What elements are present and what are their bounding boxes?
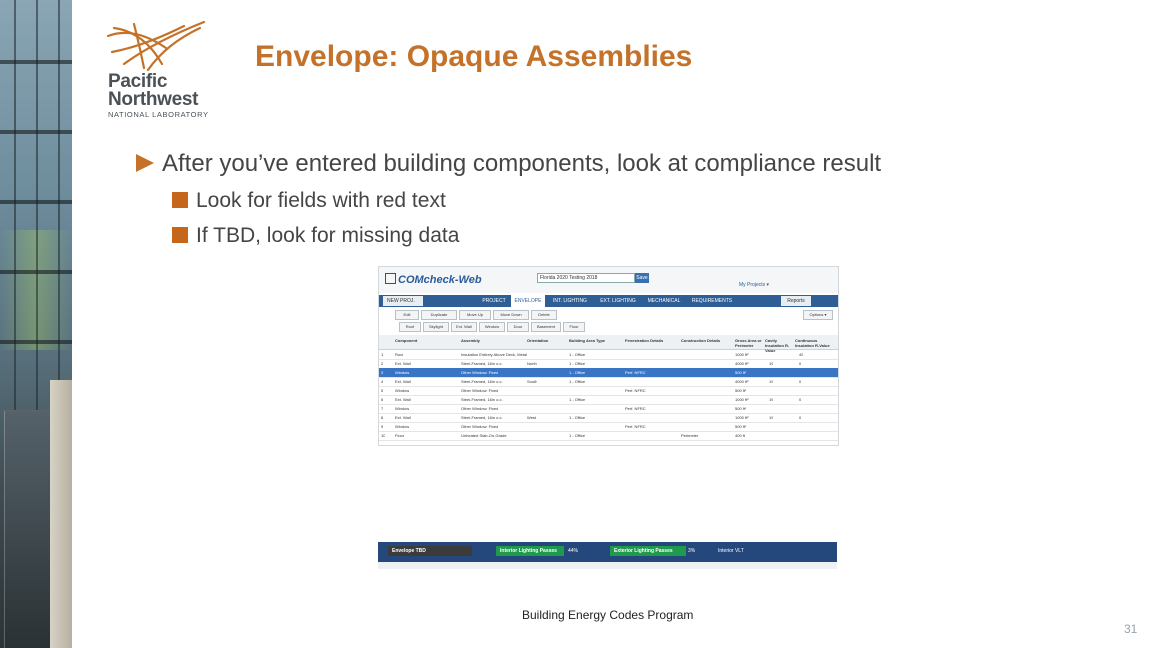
table-cell: 1 - Office [569,415,586,420]
pnnl-logo [104,18,214,118]
building-photo [0,0,72,648]
table-cell: Perf. NFRC [625,370,646,375]
photo-floor [0,130,72,134]
table-cell: 19 [769,397,774,402]
table-cell: Other Window: Fixed [461,424,499,429]
table-cell: Steel-Framed, 16in o.c. [461,361,503,366]
table-cell: 8 [381,415,384,420]
toolbar-row-1 [383,310,833,318]
table-cell: 1000 ft² [735,352,749,357]
app-header [379,267,838,293]
table-cell: Window [395,424,410,429]
move-down-button[interactable]: Move Down [493,310,529,320]
tab-bar [379,295,838,307]
square-bullet-icon [172,192,188,208]
table-cell: Unheated Slab-On-Grade [461,433,507,438]
add-skylight-button[interactable]: Skylight [423,322,449,332]
table-cell: Steel-Framed, 16in o.c. [461,415,503,420]
table-cell: 1 [381,352,384,357]
table-cell: 500 ft² [735,370,747,375]
table-cell: Perf. NFRC [625,406,646,411]
add-roof-button[interactable]: Roof [399,322,421,332]
pnnl-logo-mark-icon [104,18,210,74]
toolbar-row-2 [383,322,833,330]
table-cell: 9 [381,424,384,429]
duplicate-button[interactable]: Duplicate [421,310,457,320]
save-button[interactable]: Save [636,275,648,281]
tab-project[interactable]: PROJECT [482,298,506,304]
sub-bullet-text: If TBD, look for missing data [196,224,460,247]
square-bullet-icon [172,227,188,243]
table-cell: 4 [381,379,384,384]
exterior-lighting-pct: 3% [688,548,696,554]
table-cell: Steel-Framed, 16in o.c. [461,379,503,384]
sub-bullet-text: Look for fields with red text [196,189,446,212]
table-cell: 1000 ft² [735,397,749,402]
table-cell: Ext. Wall [395,397,411,402]
table-cell: South [527,379,538,384]
table-header [379,335,838,353]
envelope-status[interactable]: Envelope TBD [388,546,472,556]
table-cell: 500 ft² [735,388,747,393]
col-header: Gross Area or Perimeter [735,338,762,348]
new-project-button[interactable]: NEW PROJ. [383,296,423,306]
add-floor-button[interactable]: Floor [563,322,585,332]
delete-button[interactable]: Delete [531,310,557,320]
table-cell: Other Window: Fixed [461,388,499,393]
table-cell: 1 - Office [569,433,586,438]
table-cell: 1 - Office [569,370,586,375]
page-number: 31 [1124,622,1138,636]
exterior-lighting-status[interactable]: Exterior Lighting Passes [610,546,686,556]
table-cell: Window [395,388,410,393]
table-cell: 0 [799,415,802,420]
table-cell: 10 [381,433,386,438]
table-cell: 49 [799,352,804,357]
tab-requirements[interactable]: REQUIREMENTS [691,298,733,304]
table-cell: 0 [799,361,802,366]
slide-title: Envelope: Opaque Assemblies [255,40,693,73]
table-cell: Ext. Wall [395,379,411,384]
add-wall-button[interactable]: Ext. Wall [451,322,477,332]
photo-floor [0,60,72,64]
table-cell: 19 [769,379,774,384]
arrow-bullet-icon [136,154,154,172]
photo-floor [0,200,72,204]
sub-bullet [172,189,446,213]
footer-text: Building Energy Codes Program [522,608,694,622]
table-cell: 500 ft² [735,406,747,411]
main-bullet-text: After you’ve entered building components, look at compliance result [162,150,882,177]
col-header: Building Area Type [569,338,606,343]
table-cell: Steel-Framed, 16in o.c. [461,397,503,402]
table-cell: 1000 ft² [735,415,749,420]
photo-floor [0,340,72,344]
comcheck-screenshot [378,266,839,446]
table-cell: 0 [799,379,802,384]
table-cell: Perf. NFRC [625,424,646,429]
table-cell: Ext. Wall [395,361,411,366]
col-header: Continuous Insulation R-Value [795,338,830,348]
table-cell: North [527,361,537,366]
table-cell: 400 ft [735,433,746,438]
table-cell: 7 [381,406,384,411]
add-basement-button[interactable]: Basement [531,322,561,332]
sub-bullet [172,224,459,248]
check-icon [385,273,396,284]
table-cell: 19 [769,415,774,420]
reports-button[interactable]: Reports [781,296,811,306]
col-header: Assembly [461,338,480,343]
tab-ext-lighting[interactable]: EXT. LIGHTING [600,298,636,304]
photo-floor [0,270,72,274]
main-bullet [136,150,881,178]
tab-int-lighting[interactable]: INT. LIGHTING [553,298,587,304]
tab-mechanical[interactable]: MECHANICAL [647,298,681,304]
table-cell: Floor [395,433,405,438]
table-cell: Insulation Entirely Above Deck, Metal [461,352,528,357]
status-strip [378,562,837,569]
table-cell: 1 - Office [569,352,586,357]
table-cell: 3 [381,370,384,375]
table-cell: 1 - Office [569,379,586,384]
table-cell: 0 [799,397,802,402]
table-cell: Other Window: Fixed [461,370,499,375]
table-cell: Window [395,406,410,411]
col-header: Cavity Insulation R-Value [765,338,790,353]
project-name-field[interactable]: Florida 2020 Testing 2018 [537,273,635,283]
table-cell: 500 ft² [735,424,747,429]
interior-lighting-pct: 44% [568,548,579,554]
move-up-button[interactable]: Move Up [459,310,491,320]
options-button[interactable]: Options ▾ [803,310,833,320]
my-projects-menu[interactable]: My Projects ▾ [739,282,770,288]
tab-envelope[interactable]: ENVELOPE [511,295,545,307]
table-cell: West [527,415,537,420]
table-cell: Perf. NFRC [625,388,646,393]
app-name: COMcheck-Web [398,274,482,286]
table-cell: Roof [395,352,404,357]
photo-pillar [50,380,72,648]
add-window-button[interactable]: Window [479,322,505,332]
table-cell: 6 [381,397,384,402]
interior-lighting-status[interactable]: Interior Lighting Passes [496,546,564,556]
col-header: Orientation [527,338,549,343]
table-row[interactable] [379,431,838,441]
photo-door [4,410,52,648]
table-cell: 5 [381,388,384,393]
table-cell: 4000 ft² [735,361,749,366]
comcheck-logo [385,273,482,286]
table-cell: 19 [769,361,774,366]
logo-line-3: NATIONAL LABORATORY [108,110,209,119]
add-door-button[interactable]: Door [507,322,529,332]
table-cell: 1 - Office [569,361,586,366]
col-header: Construction Details [681,338,721,343]
edit-button[interactable]: Edit [395,310,419,320]
table-cell: 2 [381,361,384,366]
col-header: Fenestration Details [625,338,664,343]
table-cell: Window [395,370,410,375]
table-cell: Perimeter [681,433,699,438]
logo-line-2: Northwest [108,89,199,110]
compliance-status-bar [378,542,837,569]
table-cell: 1 - Office [569,397,586,402]
vlt-status: Interior VLT [718,548,744,554]
logo-line-1: Pacific [108,71,168,92]
table-cell: 4000 ft² [735,379,749,384]
col-header: Component [395,338,418,343]
table-cell: Ext. Wall [395,415,411,420]
table-cell: Other Window: Fixed [461,406,499,411]
